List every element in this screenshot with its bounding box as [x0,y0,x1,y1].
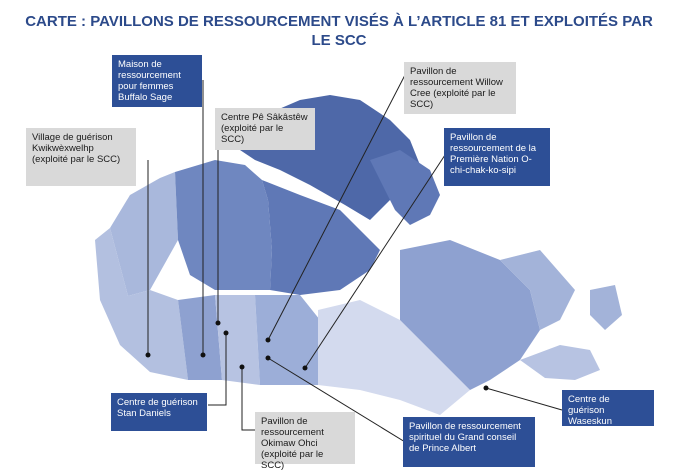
label-okimaw-ohci: Pavillon de ressourcement Okimaw Ohci (exploité par le SCC) [255,412,355,464]
location-dot-prince-albert [266,356,271,361]
location-dot-waseskun [484,386,489,391]
region-maritimes [520,345,600,380]
location-dot-o-chi-chak [303,366,308,371]
label-stan-daniels: Centre de guérison Stan Daniels [111,393,207,431]
region-nwt [175,160,272,290]
location-dot-okimaw-ohci [240,365,245,370]
label-waseskun: Centre de guérison Waseskun [562,390,654,426]
label-willow-cree: Pavillon de ressourcement Willow Cree (exploité par le SCC) [404,62,516,114]
location-dot-buffalo-sage [201,353,206,358]
location-dot-pe-sakastew [216,321,221,326]
location-dot-willow-cree [266,338,271,343]
location-dot-stan-daniels [224,331,229,336]
label-pe-sakastew: Centre Pê Sâkâstêw (exploité par le SCC) [215,108,315,150]
label-buffalo-sage: Maison de ressourcement pour femmes Buffalo Sage [112,55,202,107]
location-dot-kwikwexwelhp [146,353,151,358]
region-newfoundland [590,285,622,330]
map-title: CARTE : PAVILLONS DE RESSOURCEMENT VISÉS À L’ARTICLE 81 ET EXPLOITÉS PAR LE SCC [25,13,653,49]
region-saskatchewan [215,295,260,385]
label-prince-albert: Pavillon de ressourcement spirituel du Grand conseil de Prince Albert [403,417,535,467]
region-manitoba [255,295,320,385]
label-o-chi-chak: Pavillon de ressourcement de la Première Nation O-chi-chak-ko-sipi [444,128,550,186]
label-kwikwexwelhp: Village de guérison Kwikwèxwelhp (exploité par le SCC) [26,128,136,186]
